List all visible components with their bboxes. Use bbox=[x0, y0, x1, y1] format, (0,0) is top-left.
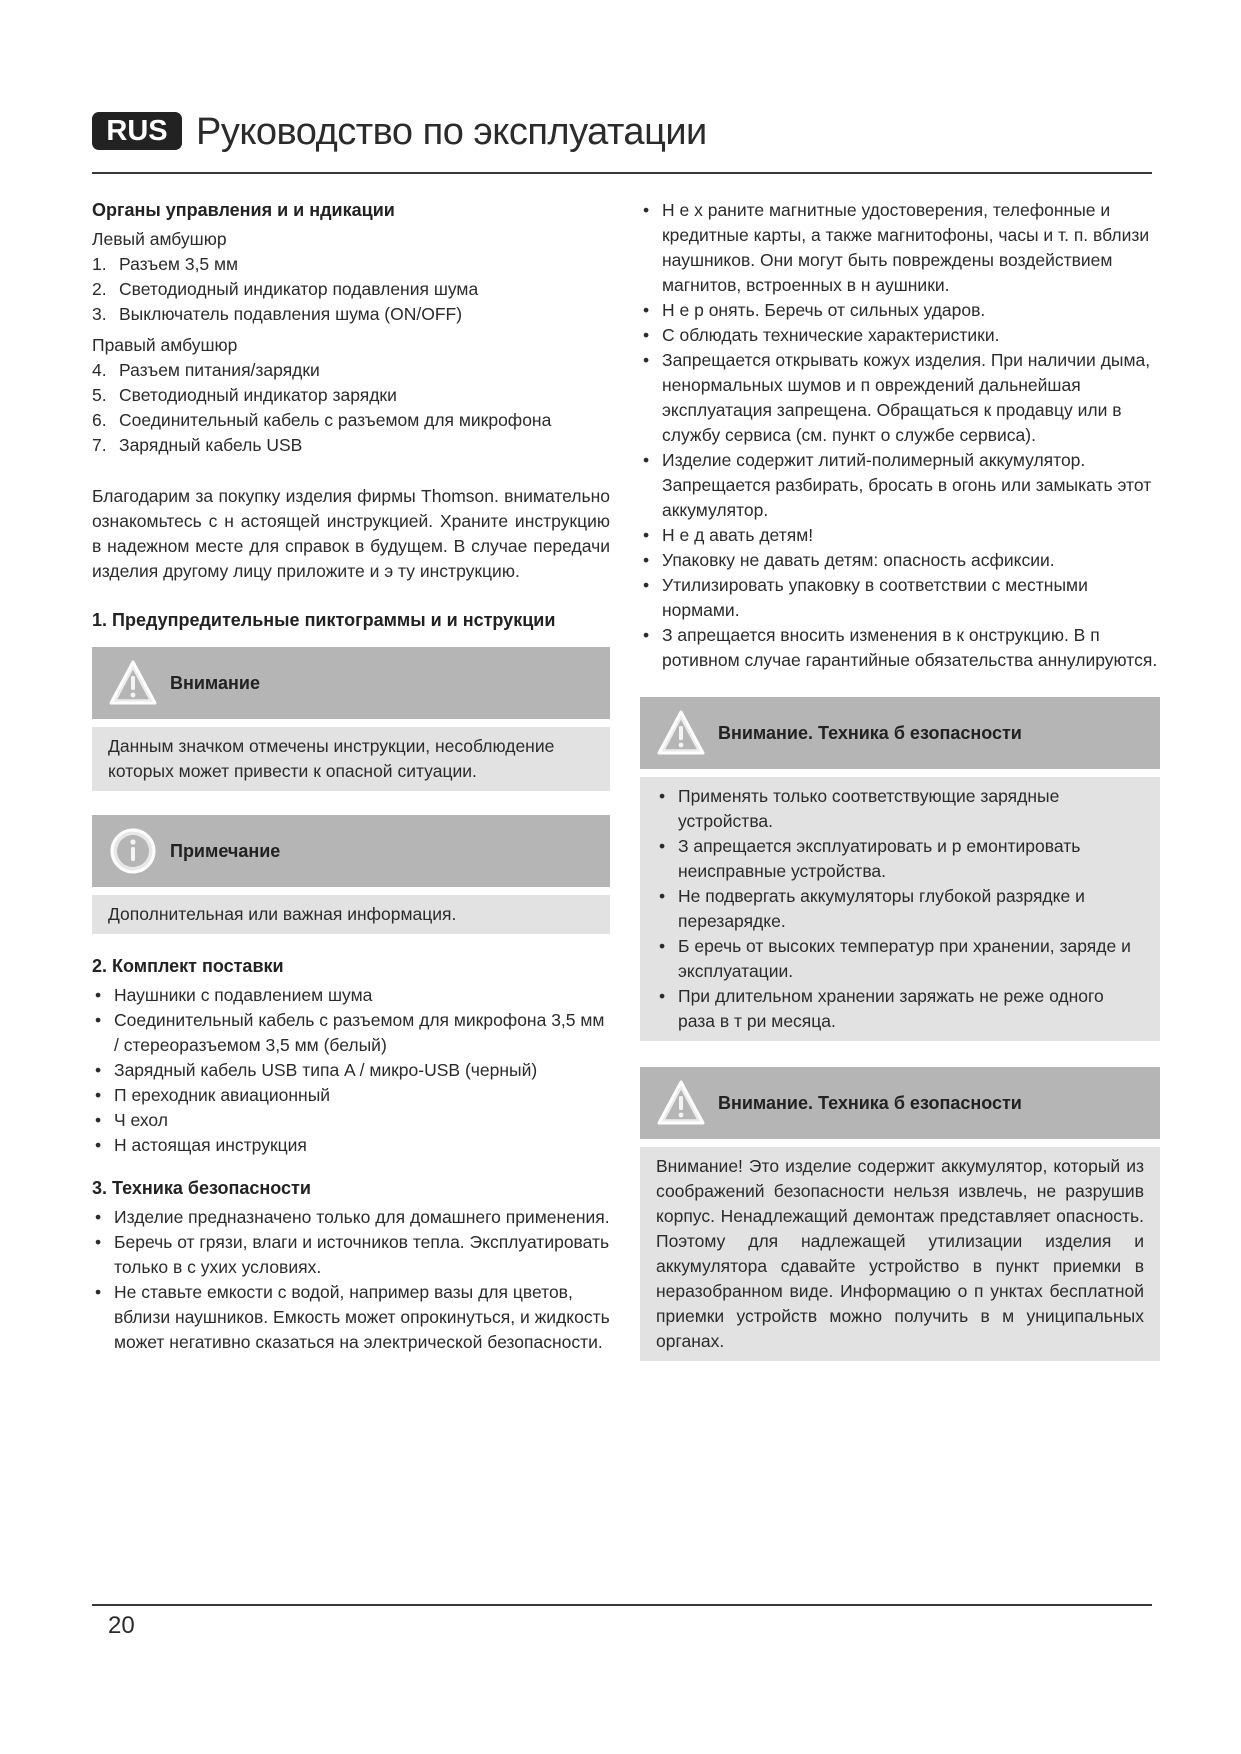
section2-heading: 2. Комплект поставки bbox=[92, 956, 284, 976]
list-item: • Утилизировать упаковку в соответствии с местными нормами. bbox=[640, 573, 1160, 623]
list-item: • Наушники с подавлением шума bbox=[92, 983, 610, 1008]
page-number: 20 bbox=[108, 1612, 135, 1639]
list-item: • Применять только соответствующие зарядные устройства. bbox=[656, 784, 1144, 834]
battery-warning-box bbox=[640, 697, 1160, 1041]
list-item: • П ереходник авиационный bbox=[92, 1083, 610, 1108]
warning-box bbox=[92, 647, 610, 791]
list-item: • Ч ехол bbox=[92, 1108, 610, 1133]
controls-heading: Органы управления и и ндикации bbox=[92, 200, 395, 220]
list-item: • Упаковку не давать детям: опасность асфиксии. bbox=[640, 548, 1160, 573]
list-item: • Н астоящая инструкция bbox=[92, 1133, 610, 1158]
list-item: • Соединительный кабель с разъемом для микрофона 3,5 мм / стереоразъемом 3,5 мм (белый) bbox=[92, 1008, 610, 1058]
page-title: Руководство по эксплуатации bbox=[196, 111, 707, 153]
list-item: 3. Выключатель подавления шума (ON/OFF) bbox=[92, 304, 463, 324]
list-item: • Н е р онять. Беречь от сильных ударов. bbox=[640, 298, 1160, 323]
list-item: • Изделие содержит литий-полимерный аккумулятор. Запрещается разбирать, бросать в огонь или замыкать этот аккумулятор. bbox=[640, 448, 1160, 523]
right-ear-label: Правый амбушюр bbox=[92, 335, 238, 355]
disposal-warning-box-body: Внимание! Это изделие содержит аккумулятор, который из соображений безопасности нельзя извлечь, не разрушив корпус. Ненадлежащий демонтаж представляет опасность. Поэтому для надлежащей утилизации изделия и аккумулятора сдавайте устройство в пункт приемки в неразобранном виде. Информацию о п унктах бесплатной приемки устройств можно получить в м униципальных органах. bbox=[640, 1147, 1160, 1361]
list-item: • Н е д авать детям! bbox=[640, 523, 1160, 548]
left-ear-label: Левый амбушюр bbox=[92, 229, 227, 249]
section1-heading: 1. Предупредительные пиктограммы и и нструкции bbox=[92, 610, 556, 630]
list-item: 1. Разъем 3,5 мм bbox=[92, 254, 239, 274]
warning-box-title: Внимание bbox=[170, 673, 260, 693]
language-badge: RUS bbox=[92, 112, 182, 150]
warning-triangle-icon bbox=[108, 659, 158, 707]
left-ear-list bbox=[92, 252, 610, 327]
note-box-body: Дополнительная или важная информация. bbox=[92, 895, 610, 934]
safety-list-left bbox=[92, 1205, 610, 1355]
list-item: 6. Соединительный кабель с разъемом для микрофона bbox=[92, 410, 552, 430]
info-icon bbox=[108, 827, 158, 875]
list-item: • С облюдать технические характеристики. bbox=[640, 323, 1160, 348]
page-header bbox=[92, 108, 1152, 174]
list-item: 5. Светодиодный индикатор зарядки bbox=[92, 385, 397, 405]
list-item: • З апрещается вносить изменения в к онструкцию. В п ротивном случае гарантийные обязательства аннулируются. bbox=[640, 623, 1160, 673]
note-box-header bbox=[92, 815, 610, 887]
list-item: • Запрещается открывать кожух изделия. При наличии дыма, ненормальных шумов и п овреждений дальнейшая эксплуатация запрещена. Обращаться к продавцу или в службу сервиса (см. пункт о службе сервиса). bbox=[640, 348, 1160, 448]
list-item: 2. Светодиодный индикатор подавления шума bbox=[92, 279, 479, 299]
list-item: 4. Разъем питания/зарядки bbox=[92, 360, 320, 380]
list-item: 7. Зарядный кабель USB bbox=[92, 435, 303, 455]
note-box bbox=[92, 815, 610, 934]
list-item: • При длительном хранении заряжать не реже одного раза в т ри месяца. bbox=[656, 984, 1144, 1034]
list-item: • Б еречь от высоких температур при хранении, заряде и эксплуатации. bbox=[656, 934, 1144, 984]
header-divider bbox=[92, 172, 1152, 174]
list-item: • Не ставьте емкости с водой, например вазы для цветов, вблизи наушников. Емкость может опрокинуться, и жидкость может негативно сказаться на электрической безопасности. bbox=[92, 1280, 610, 1355]
battery-warning-box-title: Внимание. Техника б езопасности bbox=[718, 723, 1022, 743]
footer-divider bbox=[92, 1604, 1152, 1606]
list-item: • Изделие предназначено только для домашнего применения. bbox=[92, 1205, 610, 1230]
disposal-warning-box-title: Внимание. Техника б езопасности bbox=[718, 1093, 1022, 1113]
section3-heading: 3. Техника безопасности bbox=[92, 1178, 311, 1198]
disposal-warning-box-header bbox=[640, 1067, 1160, 1139]
disposal-warning-box bbox=[640, 1067, 1160, 1361]
list-item: • Зарядный кабель USB типа A / микро-USB (черный) bbox=[92, 1058, 610, 1083]
list-item: • З апрещается эксплуатировать и р емонтировать неисправные устройства. bbox=[656, 834, 1144, 884]
warning-box-header bbox=[92, 647, 610, 719]
list-item: • Н е х раните магнитные удостоверения, телефонные и кредитные карты, а также магнитофоны, часы и т. п. вблизи наушников. Они могут быть повреждены воздействием магнитов, встроенных в н аушники. bbox=[640, 198, 1160, 298]
note-box-title: Примечание bbox=[170, 841, 281, 861]
safety-list-right bbox=[640, 198, 1160, 673]
battery-warning-box-body bbox=[640, 777, 1160, 1041]
battery-warning-list bbox=[656, 784, 1144, 1034]
intro-paragraph: Благодарим за покупку изделия фирмы Thomson. внимательно ознакомьтесь с н астоящей инструкцией. Храните инструкцию в надежном месте для справок в будущем. В случае передачи изделия другому лицу приложите и э ту инструкцию. bbox=[92, 486, 610, 581]
right-ear-list bbox=[92, 358, 610, 458]
warning-triangle-icon bbox=[656, 1079, 706, 1127]
right-column bbox=[640, 198, 1160, 1361]
list-item: • Не подвергать аккумуляторы глубокой разрядке и перезарядке. bbox=[656, 884, 1144, 934]
battery-warning-box-header bbox=[640, 697, 1160, 769]
left-column bbox=[92, 198, 610, 1355]
list-item: • Беречь от грязи, влаги и источников тепла. Эксплуатировать только в с ухих условиях. bbox=[92, 1230, 610, 1280]
warning-box-body: Данным значком отмечены инструкции, несоблюдение которых может привести к опасной ситуации. bbox=[92, 727, 610, 791]
package-list bbox=[92, 983, 610, 1158]
warning-triangle-icon bbox=[656, 709, 706, 757]
